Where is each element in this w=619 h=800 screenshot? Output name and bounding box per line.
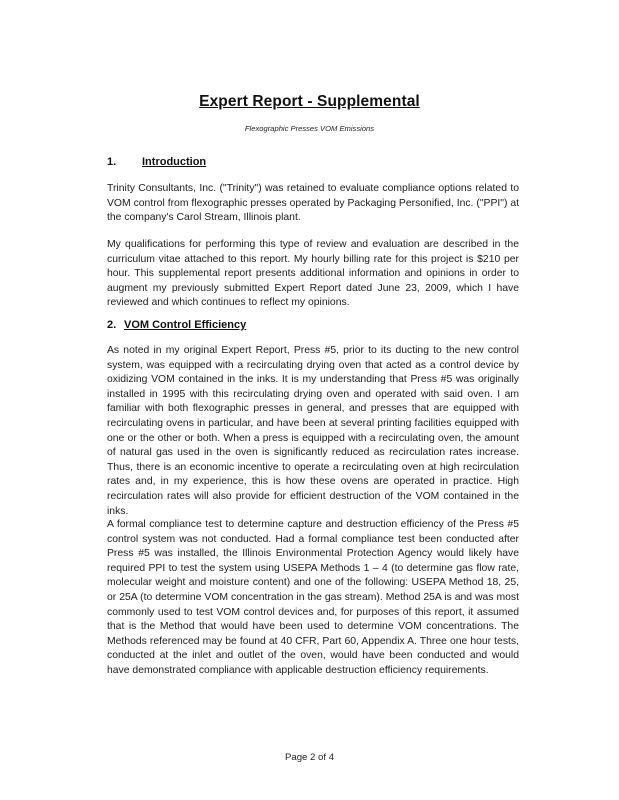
section-heading-vom-control [107,319,246,331]
document-title: Expert Report - Supplemental [199,93,420,110]
section-title: Introduction [142,156,207,168]
paragraph-vom-2: A formal compliance test to determine capture and destruction efficiency of the Press #5 control system was not conducted. Had a formal compliance test been conducted after Press #5 was installed, the Illinois Environmental Protection Agency would likely have required PPI to test the system using USEPA Methods 1 – 4 (to determine gas flow rate, molecular weight and moisture content) and one of the following: USEPA Method 18, 25, or 25A (to determine VOM concentration in the gas stream). Method 25A is and was most commonly used to test VOM control devices and, for purposes of this report, it assumed that is the Method that would have been used to determine VOM concentrations. The Methods referenced may be found at 40 CFR, Part 60, Appendix A. Three one hour tests, conducted at the inlet and outlet of the oven, would have been conducted and would have demonstrated compliance with applicable destruction efficiency requirements. [107,519,519,676]
paragraph-intro-1: Trinity Consultants, Inc. ("Trinity") was retained to evaluate compliance options related to VOM control from flexographic presses operated by Packaging Personified, Inc. ("PPI") at the company's Carol Stream, Illinois plant. [107,183,519,224]
paragraph-intro-2: My qualifications for performing this type of review and evaluation are described in the curriculum vitae attached to this report. My hourly billing rate for this project is $210 per hour. This supplemental report presents additional information and opinions in order to augment my previously submitted Expert Report dated June 23, 2009, which I have reviewed and which continues to reflect my opinions. [107,239,519,309]
section-number: 2. [107,319,117,331]
section-title: VOM Control Efficiency [124,319,247,331]
page-number: Page 2 of 4 [284,752,335,763]
section-heading-introduction [107,156,206,168]
paragraph-vom-1: As noted in my original Expert Report, Press #5, prior to its ducting to the new control system, was equipped with a recirculating drying oven that acted as a control device by oxidizing VOM contained in the inks. It is my understanding that Press #5 was originally installed in 1995 with this recirculating drying oven and operated with said oven. I am familiar with both flexographic presses in general, and presses that are equipped with recirculating ovens in particular, and have been at several printing facilities equipped with one or the other or both. When a press is equipped with a recirculating oven, the amount of natural gas used in the oven is significantly reduced as recirculation rates increase. Thus, there is an economic incentive to operate a recirculating oven at high recirculation rates and, in my experience, this is how these ovens are operated in practice. High recirculation rates will also provide for efficient destruction of the VOM contained in the inks. [107,345,519,517]
document-subtitle: Flexographic Presses VOM Emissions [244,124,375,133]
section-number: 1. [107,156,117,168]
